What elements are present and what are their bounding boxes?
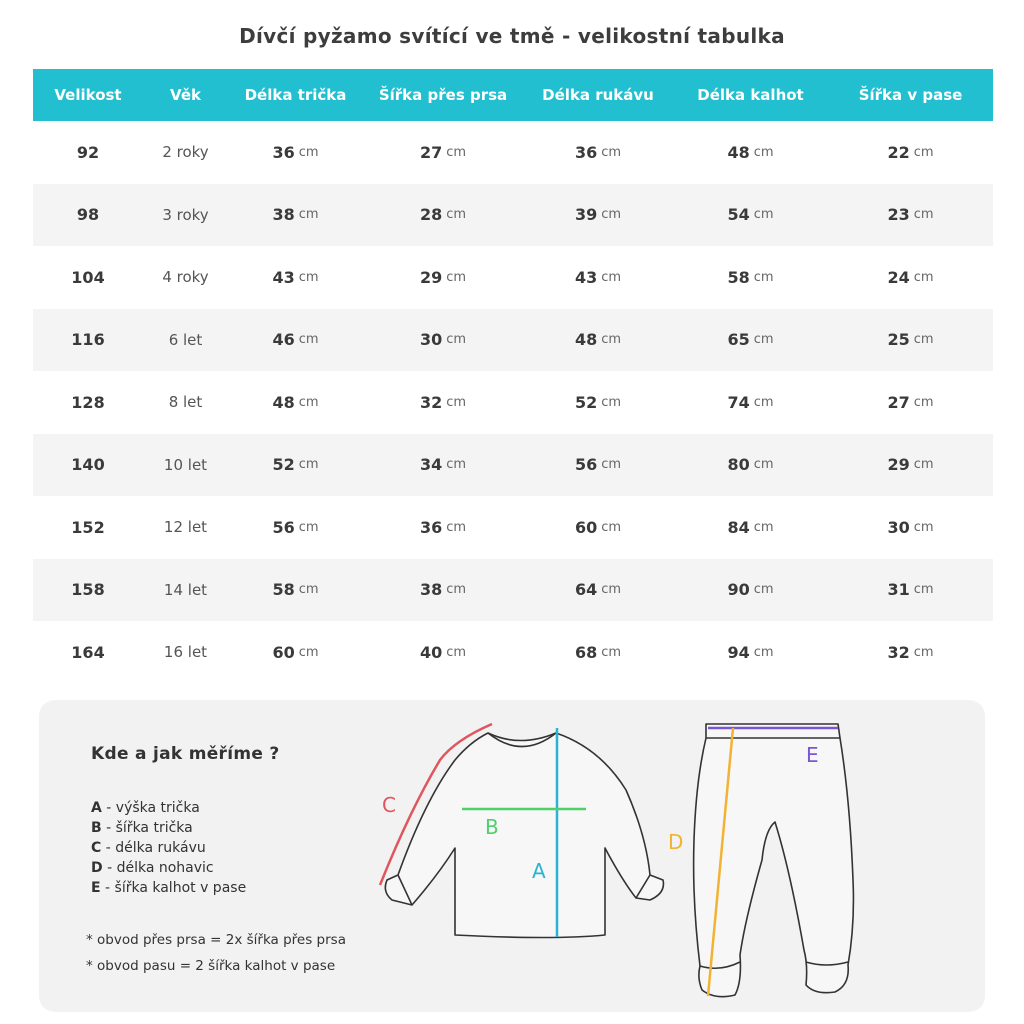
label-d: D [668, 830, 684, 854]
cell-age: 6 let [168, 330, 203, 349]
cell-value: 84 [727, 517, 750, 537]
legend-item-b: B - šířka trička [91, 820, 193, 836]
cell-value: 60 [272, 642, 295, 662]
cell-unit: cm [753, 644, 774, 660]
cell-unit: cm [446, 394, 467, 410]
header-sirka-v-pase: Šířka v pase [858, 86, 963, 104]
cell-unit: cm [913, 519, 934, 535]
cell-value: 54 [727, 205, 750, 225]
cell-age: 16 let [163, 643, 208, 662]
pajama-top-icon [385, 733, 663, 938]
cell-size: 98 [76, 205, 100, 225]
header-vek: Věk [170, 86, 201, 104]
cell-value: 30 [419, 330, 443, 350]
cell-unit: cm [601, 269, 622, 285]
cell-unit: cm [601, 644, 622, 660]
cell-unit: cm [446, 207, 467, 223]
cell-value: 65 [727, 330, 750, 350]
cell-value: 36 [574, 142, 598, 162]
cell-unit: cm [601, 394, 622, 410]
cell-value: 74 [727, 392, 750, 412]
cell-unit: cm [913, 207, 934, 223]
cell-size: 92 [76, 142, 100, 162]
pajama-pants-icon [694, 724, 854, 997]
cell-value: 48 [272, 392, 295, 412]
cell-size: 128 [71, 392, 105, 412]
cell-unit: cm [298, 269, 319, 285]
cell-value: 23 [887, 205, 910, 225]
legend-item-a: A - výška trička [91, 800, 200, 816]
header-delka-kalhot: Délka kalhot [697, 86, 804, 104]
header-delka-tricka: Délka trička [244, 86, 347, 104]
cell-value: 68 [574, 642, 598, 662]
label-e: E [806, 743, 819, 767]
cell-value: 52 [272, 455, 295, 475]
cell-value: 40 [419, 642, 443, 662]
cell-unit: cm [601, 582, 622, 598]
header-velikost: Velikost [54, 86, 122, 104]
header-sirka-pres-prsa: Šířka přes prsa [378, 86, 508, 104]
cell-unit: cm [753, 269, 774, 285]
cell-unit: cm [298, 519, 319, 535]
guide-title: Kde a jak měříme ? [91, 744, 280, 764]
cell-unit: cm [753, 519, 774, 535]
cell-value: 27 [419, 142, 443, 162]
cell-value: 48 [727, 142, 750, 162]
cell-size: 104 [71, 267, 105, 287]
legend-item-c: C - délka rukávu [91, 840, 206, 856]
cell-unit: cm [601, 519, 622, 535]
cell-value: 27 [887, 392, 910, 412]
cell-value: 29 [887, 455, 910, 475]
cell-unit: cm [446, 332, 467, 348]
cell-value: 80 [727, 455, 750, 475]
cell-value: 28 [419, 205, 443, 225]
cell-size: 140 [71, 455, 105, 475]
cell-value: 60 [574, 517, 598, 537]
cell-unit: cm [446, 269, 467, 285]
cell-value: 32 [419, 392, 443, 412]
cell-unit: cm [913, 582, 934, 598]
cell-value: 36 [419, 517, 443, 537]
cell-unit: cm [298, 644, 319, 660]
cell-value: 36 [272, 142, 295, 162]
cell-value: 25 [887, 330, 910, 350]
header-delka-rukavu: Délka rukávu [542, 86, 654, 104]
cell-unit: cm [446, 457, 467, 473]
cell-age: 10 let [163, 455, 208, 474]
cell-unit: cm [913, 394, 934, 410]
cell-value: 58 [272, 580, 295, 600]
cell-value: 38 [272, 205, 295, 225]
cell-unit: cm [446, 644, 467, 660]
note-waist: * obvod pasu = 2 šířka kalhot v pase [86, 958, 336, 974]
cell-unit: cm [601, 457, 622, 473]
cell-value: 52 [574, 392, 598, 412]
cell-unit: cm [753, 207, 774, 223]
cell-value: 29 [419, 267, 443, 287]
cell-value: 34 [419, 455, 443, 475]
cell-unit: cm [913, 332, 934, 348]
cell-unit: cm [913, 144, 934, 160]
cell-value: 24 [887, 267, 910, 287]
cell-unit: cm [913, 269, 934, 285]
cell-size: 152 [71, 517, 105, 537]
cell-value: 43 [272, 267, 295, 287]
cell-unit: cm [298, 394, 319, 410]
cell-value: 46 [272, 330, 295, 350]
legend-item-e: E - šířka kalhot v pase [91, 880, 247, 896]
cell-value: 90 [727, 580, 750, 600]
cell-value: 43 [574, 267, 598, 287]
cell-value: 38 [419, 580, 443, 600]
cell-unit: cm [753, 457, 774, 473]
cell-value: 22 [887, 142, 910, 162]
cell-unit: cm [446, 519, 467, 535]
cell-unit: cm [753, 582, 774, 598]
cell-value: 32 [887, 642, 910, 662]
cell-size: 158 [71, 580, 105, 600]
cell-unit: cm [298, 332, 319, 348]
cell-unit: cm [298, 207, 319, 223]
legend-item-d: D - délka nohavic [91, 860, 214, 876]
label-a: A [532, 859, 546, 883]
cell-unit: cm [753, 332, 774, 348]
cell-unit: cm [298, 582, 319, 598]
cell-unit: cm [446, 582, 467, 598]
cell-value: 30 [887, 517, 910, 537]
cell-value: 58 [727, 267, 750, 287]
cell-value: 94 [727, 642, 750, 662]
cell-unit: cm [753, 394, 774, 410]
cell-unit: cm [298, 144, 319, 160]
cell-unit: cm [446, 144, 467, 160]
cell-age: 14 let [163, 580, 208, 599]
cell-value: 56 [272, 517, 295, 537]
cell-value: 31 [887, 580, 910, 600]
cell-age: 12 let [163, 518, 208, 537]
cell-unit: cm [913, 457, 934, 473]
cell-unit: cm [601, 144, 622, 160]
note-chest: * obvod přes prsa = 2x šířka přes prsa [86, 932, 346, 948]
cell-unit: cm [298, 457, 319, 473]
cell-size: 164 [71, 642, 105, 662]
cell-unit: cm [601, 332, 622, 348]
cell-value: 39 [574, 205, 598, 225]
cell-value: 48 [574, 330, 598, 350]
cell-value: 64 [574, 580, 598, 600]
cell-unit: cm [913, 644, 934, 660]
cell-age: 2 roky [162, 143, 209, 162]
cell-value: 56 [574, 455, 598, 475]
cell-age: 8 let [168, 393, 203, 412]
page-title: Dívčí pyžamo svítící ve tmě - velikostní tabulka [239, 24, 785, 48]
cell-age: 4 roky [162, 268, 209, 287]
label-b: B [485, 815, 499, 839]
cell-unit: cm [601, 207, 622, 223]
cell-size: 116 [71, 330, 105, 350]
cell-age: 3 roky [162, 205, 209, 224]
label-c: C [382, 793, 396, 817]
cell-unit: cm [753, 144, 774, 160]
